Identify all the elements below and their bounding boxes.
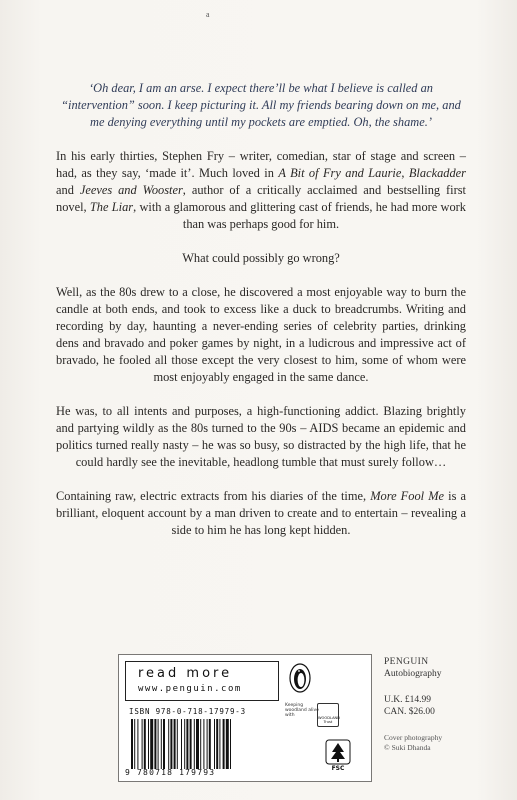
read-more-title: read more: [138, 666, 233, 681]
blurb-paragraph-3: Well, as the 80s drew to a close, he discovered a most enjoyable way to burn the candle at both ends, and took to excess like a duck to breadcrumbs. Writing and recording by day, haunting a never-ending series of celebrity parties, drinking dens and bravado and poker games by night, in a ludicrous and impressive act of bravado, he fooled all those except the very closest to him, some of whom were most enjoyably engaged in the same dance.: [56, 285, 466, 384]
read-more-panel: [125, 661, 279, 701]
blurb-paragraph-4: He was, to all intents and purposes, a high-functioning addict. Blazing brightly and partying wildly as the 80s turned to the 90s – AIDS became an epidemic and politics turned really nasty – he was so busy, so distracted by the high life, that he could hardly see the inevitable, headlong tumble that must surely follow…: [56, 404, 466, 469]
book-category: Autobiography: [384, 669, 442, 679]
title-fry-and-laurie: A Bit of Fry and Laurie: [278, 166, 402, 180]
barcode-panel: [118, 654, 372, 782]
photo-credit-line-2: © Suki Dhanda: [384, 743, 431, 752]
blurb-paragraph-5: Containing raw, electric extracts from his diaries of the time, More Fool Me is a brilliant, eloquent account by a man driven to create and to entertain – revealing a side to him he has long kept hidden.: [56, 489, 467, 537]
blurb-paragraph-1: In his early thirties, Stephen Fry – writer, comedian, star of stage and screen – had, as they say, ‘made it’. Much loved in A Bit of Fry and Laurie, Blackadder and Jeeves and Wooster, author of a critically acclaimed and bestselling first novel, The Liar, with a glamorous and glittering cast of friends, he had more work than was perhaps good for him.: [56, 149, 466, 231]
photo-credit: [384, 733, 442, 753]
title-more-fool-me: More Fool Me: [370, 489, 445, 503]
title-blackadder: Blackadder: [408, 166, 466, 180]
woodland-trust-logo-icon: WOODLAND Trust: [317, 703, 339, 727]
blurb-paragraph-2: What could possibly go wrong?: [182, 251, 340, 265]
read-more-url: www.penguin.com: [138, 684, 242, 694]
title-jeeves-and-wooster: Jeeves and Wooster: [79, 183, 183, 197]
fsc-logo-icon: [325, 739, 351, 775]
pull-quote: ‘Oh dear, I am an arse. I expect there’ll be what I believe is called an “intervention” soon. I keep picturing it. All my friends bearing down on me, and me denying everything until my pockets are emptied. Oh, the shame.’: [61, 81, 461, 129]
isbn-number: ISBN 978-0-718-17979-3: [129, 707, 246, 716]
blurb: [56, 80, 466, 556]
printer-mark: a: [206, 10, 210, 19]
price-block: [384, 694, 435, 718]
title-the-liar: The Liar: [89, 200, 134, 214]
photo-credit-line-1: Cover photography: [384, 733, 443, 742]
woodland-note: Keeping woodland alive with: [285, 703, 319, 718]
barcode-icon: [129, 719, 275, 769]
penguin-logo-icon: [289, 663, 311, 693]
price-uk: U.K. £14.99: [384, 695, 431, 705]
publisher-name: PENGUIN: [384, 657, 429, 667]
fsc-label: FSC: [331, 765, 345, 772]
barcode-digits: 9 780718 179793: [125, 768, 216, 777]
price-canada: CAN. $26.00: [384, 707, 435, 717]
publisher-block: [384, 656, 442, 680]
